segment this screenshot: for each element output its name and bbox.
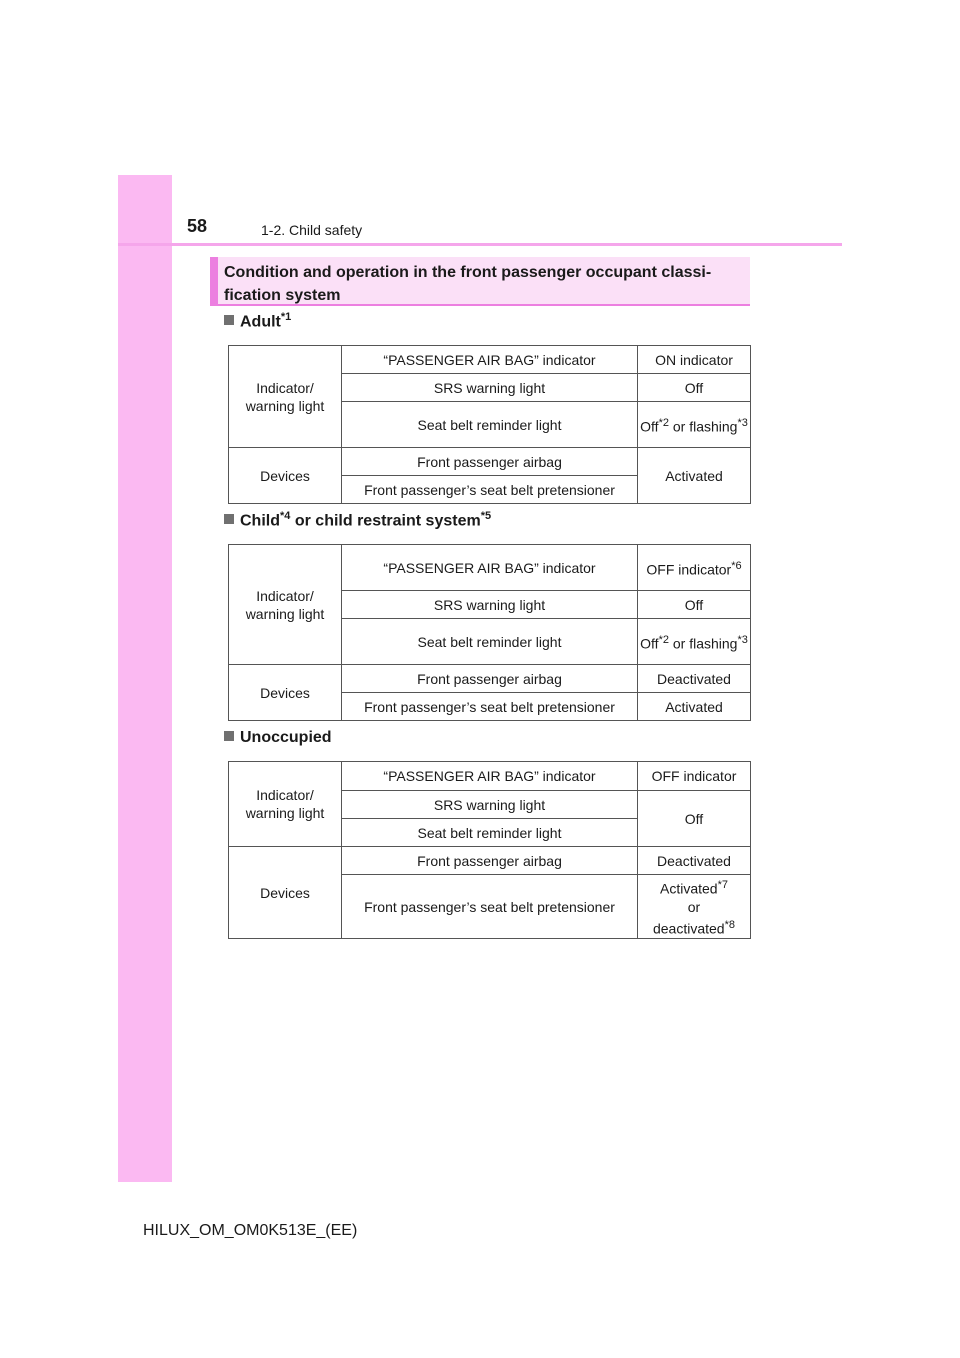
header-rule [118, 243, 842, 246]
row-item: Front passenger airbag [342, 665, 638, 693]
footer-code: HILUX_OM_OM0K513E_(EE) [143, 1222, 358, 1239]
row-item: Seat belt reminder light [342, 819, 638, 847]
row-item: Seat belt reminder light [342, 402, 638, 448]
row-value: Activated$^{*7}$ or deactivated$^{*8}$ [638, 875, 751, 939]
table-row [229, 762, 751, 791]
row-item: “PASSENGER AIR BAG” indicator [342, 545, 638, 591]
row-item: Front passenger airbag [342, 448, 638, 476]
row-value: Deactivated [638, 665, 751, 693]
row-item: SRS warning light [342, 591, 638, 619]
row-item: Front passenger airbag [342, 847, 638, 875]
row-value: Deactivated [638, 847, 751, 875]
group-label: Devices [229, 665, 342, 721]
section-title: 1-2. Child safety [261, 222, 363, 238]
row-value: Off [638, 591, 751, 619]
row-value: OFF indicator [638, 762, 751, 791]
row-value: Off$^{*2}$ or flashing$^{*3}$ [638, 402, 751, 448]
row-value: Activated [638, 448, 751, 504]
table-row [229, 545, 751, 591]
row-value: Off [638, 791, 751, 847]
row-value: Activated [638, 693, 751, 721]
group-label: Devices [229, 448, 342, 504]
subheading-adult: Adult$^{*1}$ [224, 311, 291, 331]
table-adult [228, 345, 751, 504]
page-number: 58 [187, 216, 208, 236]
square-bullet-icon [224, 514, 234, 524]
table-row [229, 448, 751, 476]
row-value: Off [638, 374, 751, 402]
row-item: “PASSENGER AIR BAG” indicator [342, 346, 638, 374]
table-row [229, 665, 751, 693]
row-item: SRS warning light [342, 374, 638, 402]
group-label: Indicator/ warning light [229, 346, 342, 448]
row-item: “PASSENGER AIR BAG” indicator [342, 762, 638, 791]
subheading-child: Child$^{*4}$ or child restraint system$^{*5}$ [224, 510, 491, 530]
row-item: Front passenger’s seat belt pretensioner [342, 693, 638, 721]
group-label: Devices [229, 847, 342, 939]
square-bullet-icon [224, 731, 234, 741]
section-heading [210, 257, 750, 306]
table-row [229, 847, 751, 875]
square-bullet-icon [224, 315, 234, 325]
table-row [229, 346, 751, 374]
group-label: Indicator/ warning light [229, 545, 342, 665]
row-item: Seat belt reminder light [342, 619, 638, 665]
row-value: Off$^{*2}$ or flashing$^{*3}$ [638, 619, 751, 665]
row-item: Front passenger’s seat belt pretensioner [342, 875, 638, 939]
subheading-unoccupied: Unoccupied [224, 729, 332, 747]
row-item: Front passenger’s seat belt pretensioner [342, 476, 638, 504]
sidebar-tab [118, 175, 172, 1182]
table-child [228, 544, 751, 721]
group-label: Indicator/ warning light [229, 762, 342, 847]
row-value: OFF indicator$^{*6}$ [638, 545, 751, 591]
row-item: SRS warning light [342, 791, 638, 819]
table-unoccupied [228, 761, 751, 939]
section-heading-text: Condition and operation in the front passenger occupant classi-fication system [224, 264, 712, 304]
row-value: ON indicator [638, 346, 751, 374]
